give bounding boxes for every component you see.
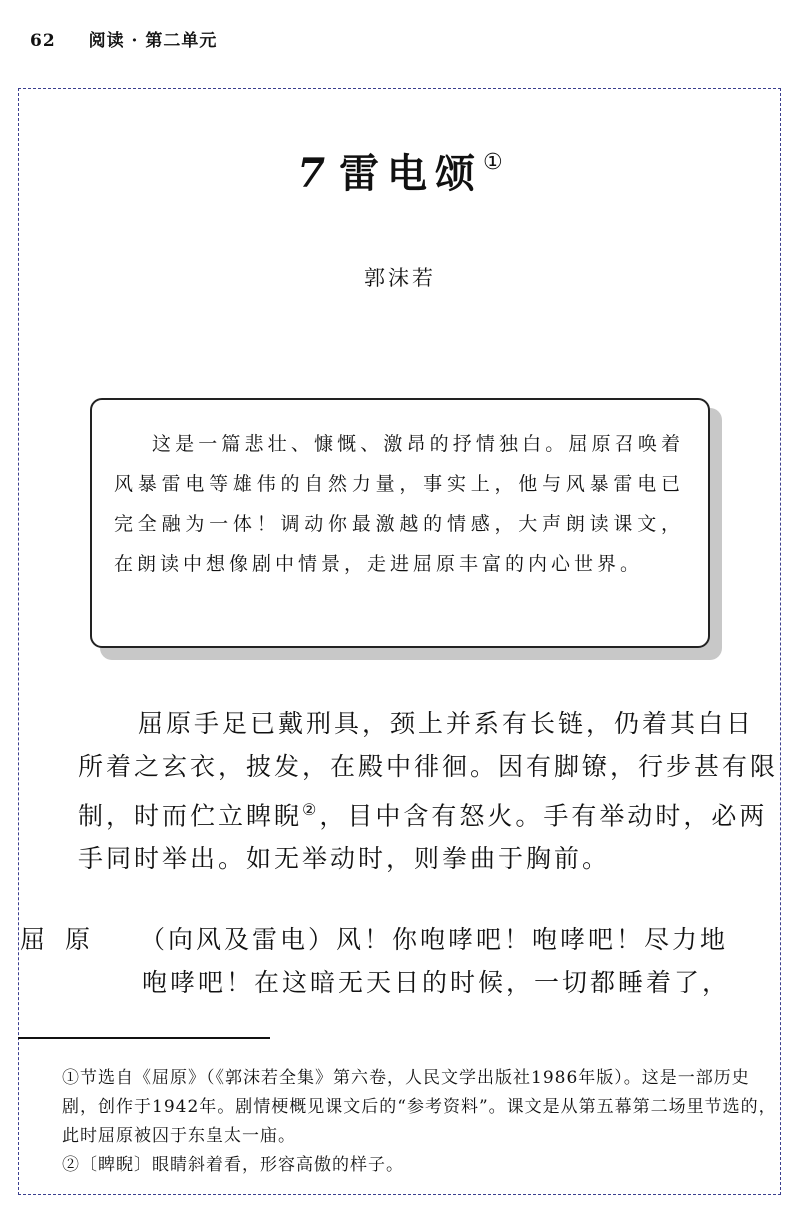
speech-line-2: 咆哮吧！在这暗无天日的时候，一切都睡着了， (142, 968, 731, 997)
speaker-name: 屈原 (20, 925, 111, 954)
lesson-number: 7 (297, 150, 326, 197)
running-head (30, 26, 217, 51)
lesson-title-text: 雷电颂 (339, 151, 484, 197)
stage-direction (78, 702, 778, 880)
page-number: 62 (30, 31, 56, 51)
speech-block (20, 918, 780, 1004)
footnote-2: ②〔睥睨〕眼睛斜着看，形容高傲的样子。 (62, 1155, 404, 1175)
stage-direction-footnote-mark: ② (302, 800, 320, 819)
section-title: 阅读 · 第二单元 (88, 31, 218, 51)
stage-direction-text: 屈原手足已戴刑具，颈上并系有长链，仍着其白日所着之玄衣，披发，在殿中徘徊。因有脚镣，行步甚有限制，时而伫立睥睨 (78, 709, 779, 831)
speech-text-1: （向风及雷电）风！你咆哮吧！咆哮吧！尽力地 (140, 925, 729, 954)
stage-direction-text-cont: ，目中含有怒火。手有举动时，必两手同时举出。如无举动时，则拳曲于胸前。 (78, 801, 768, 874)
intro-box (90, 398, 710, 648)
lesson-title (0, 142, 800, 199)
title-footnote-mark: ① (483, 150, 503, 175)
footnotes (62, 1064, 782, 1180)
speech-line-1 (20, 918, 780, 961)
footnote-divider (18, 1037, 270, 1039)
intro-text: 这是一篇悲壮、慷慨、激昂的抒情独白。屈原召唤着风暴雷电等雄伟的自然力量，事实上，他与风暴雷电已完全融为一体！调动你最激越的情感，大声朗读课文，在朗读中想像剧中情景，走进屈原丰富的内心世界。 (114, 433, 684, 575)
footnote-1: ①节选自《屈原》（《郭沫若全集》第六卷，人民文学出版社1986年版）。这是一部历史剧，创作于1942年。剧情梗概见课文后的“参考资料”。课文是从第五幕第二场里节选的，此时屈原被囚于东皇太一庙。 (62, 1068, 777, 1146)
author: 郭沫若 (364, 266, 436, 290)
